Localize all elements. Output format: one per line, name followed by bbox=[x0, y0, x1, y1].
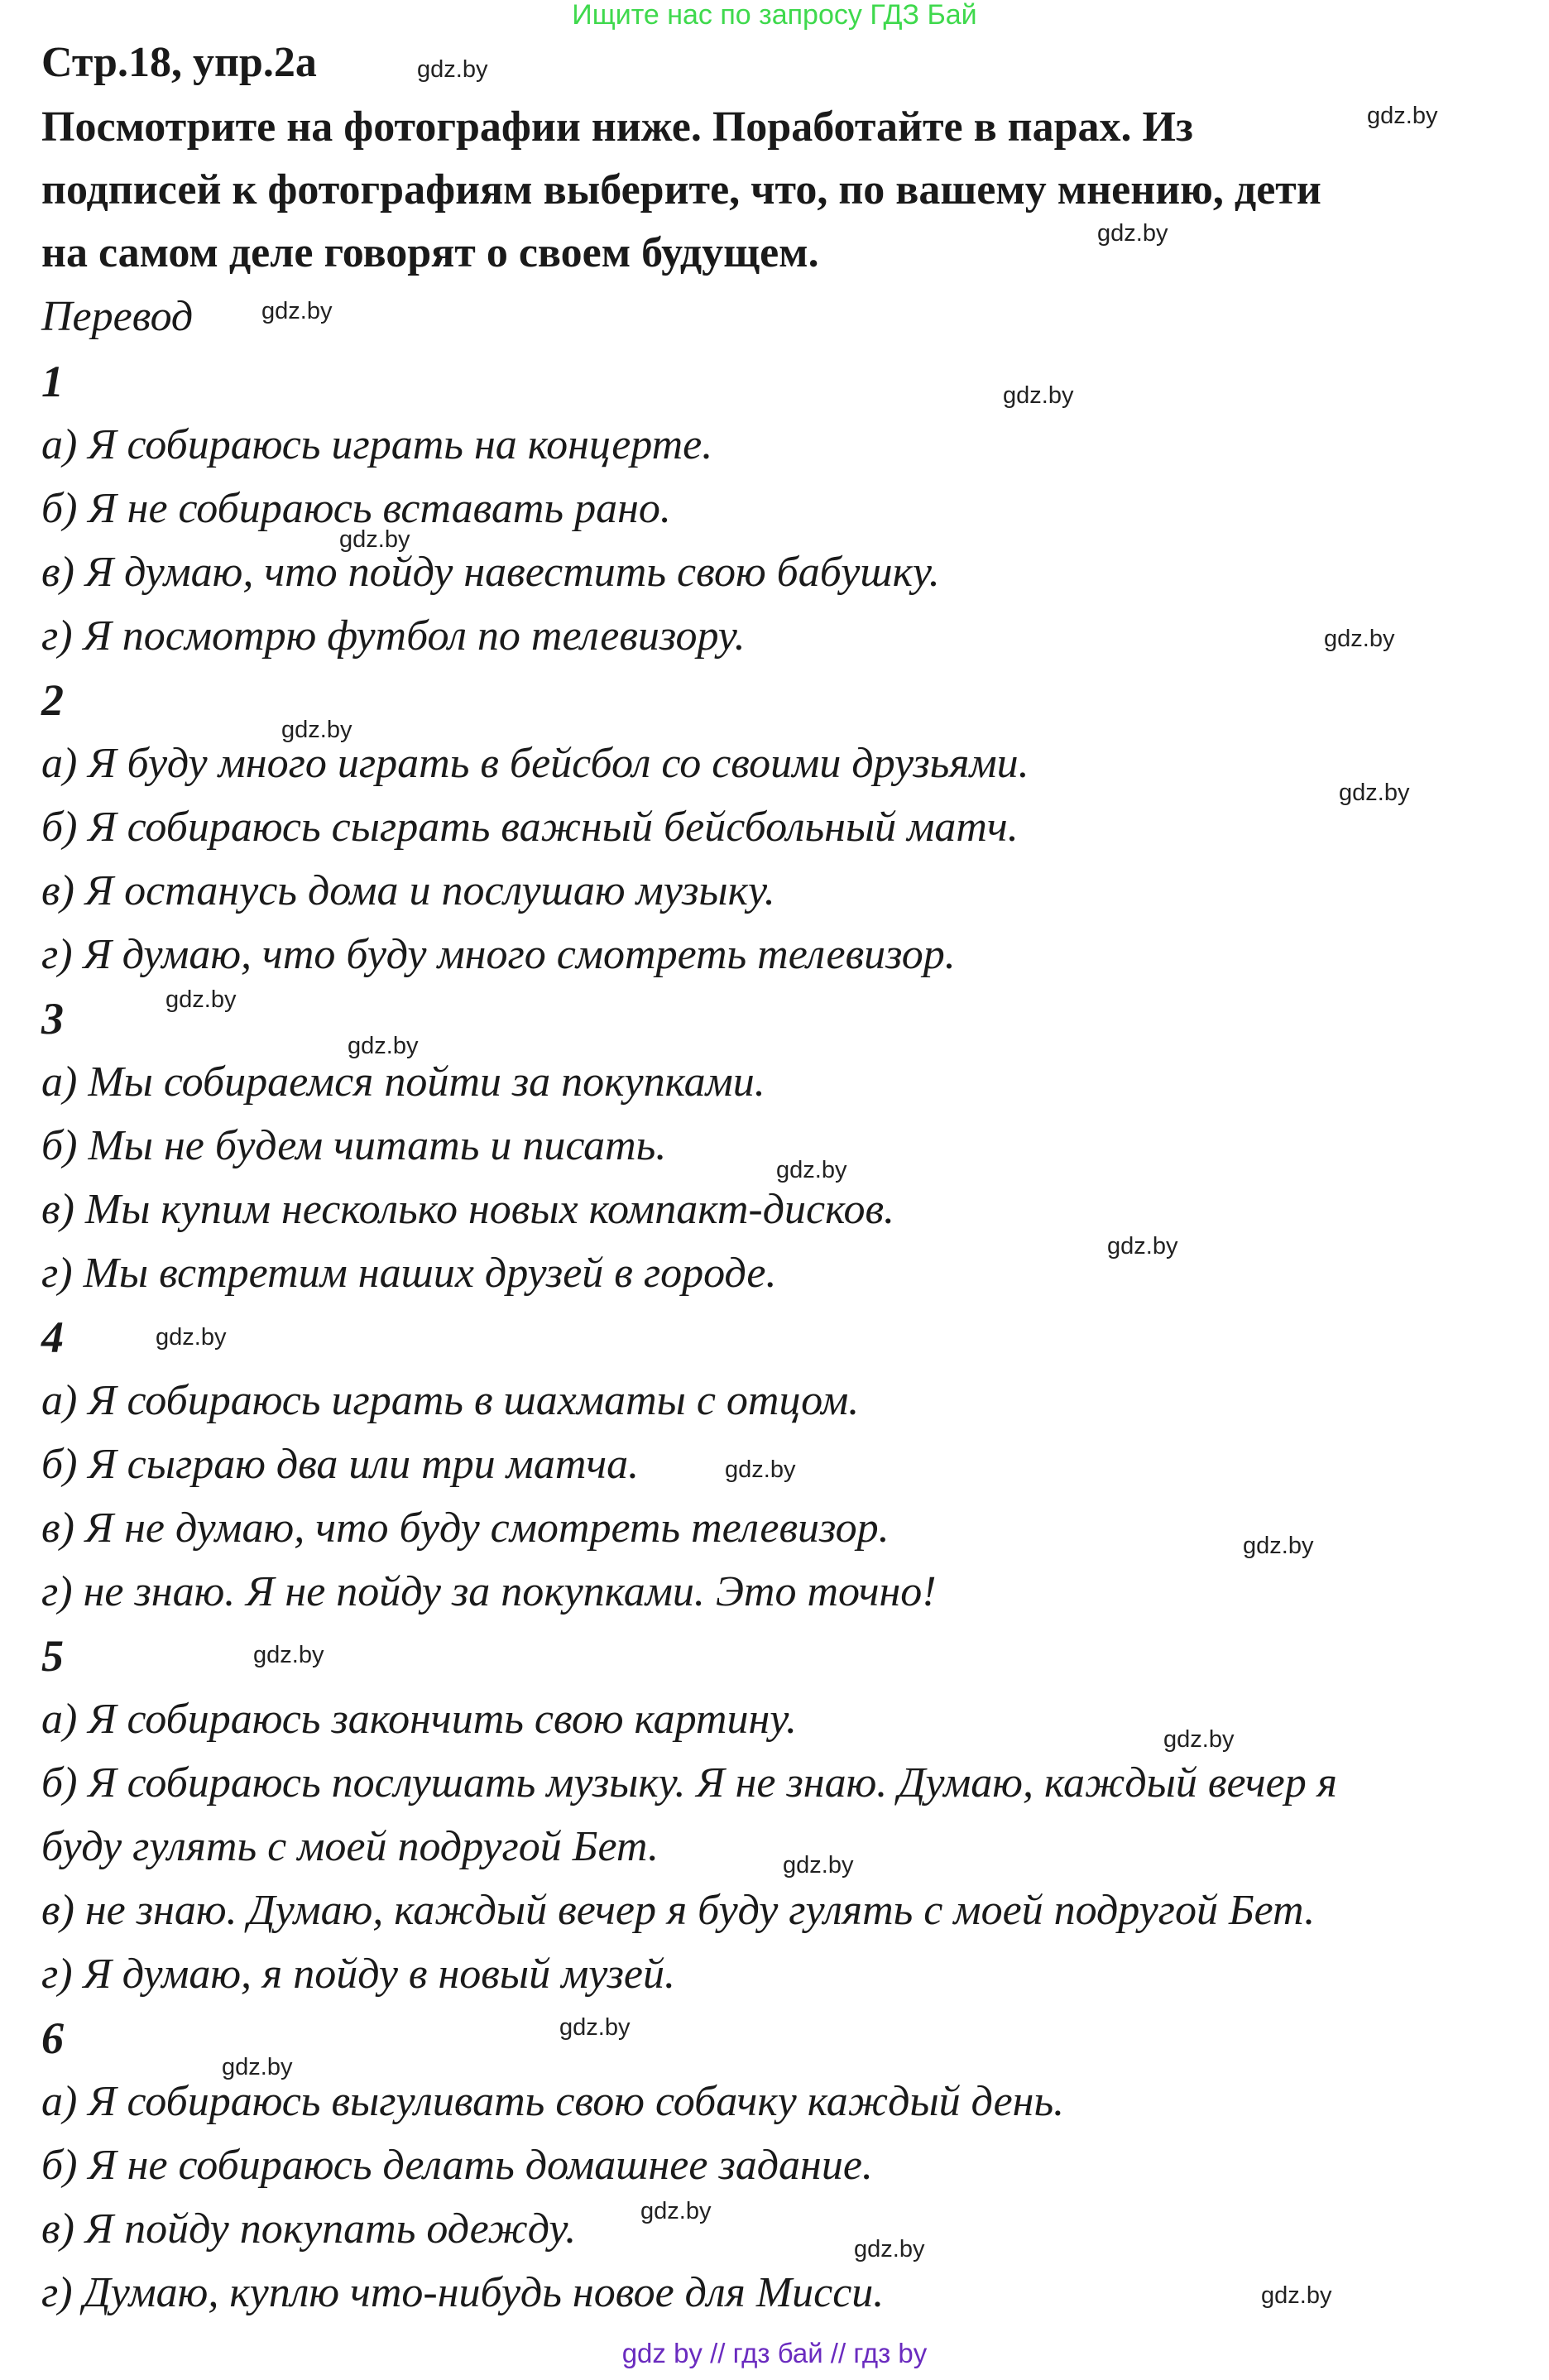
section-number: 4 bbox=[41, 1312, 64, 1362]
answer-line: в) Я не думаю, что буду смотреть телевизор. bbox=[41, 1504, 890, 1552]
answer-line: б) Я собираюсь послушать музыку. Я не знаю. Думаю, каждый вечер я bbox=[41, 1759, 1337, 1807]
watermark: gdz.by bbox=[1097, 220, 1168, 247]
footer-links[interactable]: gdz by // гдз бай // гдз by bbox=[621, 2338, 928, 2368]
answer-line: б) Я сыграю два или три матча. bbox=[41, 1441, 640, 1488]
exercise-title: Стр.18, упр.2а bbox=[41, 39, 317, 86]
answer-line: а) Я собираюсь закончить свою картину. bbox=[41, 1696, 798, 1743]
watermark: gdz.by bbox=[417, 56, 488, 83]
watermark: gdz.by bbox=[281, 717, 352, 743]
watermark: gdz.by bbox=[222, 2054, 293, 2080]
answer-line: в) Я думаю, что пойду навестить свою бабушку. bbox=[41, 549, 940, 596]
answer-line: в) Я останусь дома и послушаю музыку. bbox=[41, 867, 775, 914]
answer-line: г) Я посмотрю футбол по телевизору. bbox=[41, 612, 746, 660]
watermark: gdz.by bbox=[1163, 1726, 1235, 1753]
section-number: 1 bbox=[41, 357, 64, 406]
watermark: gdz.by bbox=[348, 1033, 419, 1059]
answer-line: б) Я не собираюсь вставать рано. bbox=[41, 485, 671, 532]
answer-line: г) Мы встретим наших друзей в городе. bbox=[41, 1250, 777, 1297]
answer-line: г) Я думаю, я пойду в новый музей. bbox=[41, 1951, 676, 1998]
top-banner[interactable]: Ищите нас по запросу ГДЗ Бай bbox=[572, 0, 977, 31]
watermark: gdz.by bbox=[253, 1642, 324, 1668]
watermark: gdz.by bbox=[854, 2236, 925, 2262]
answer-line: а) Я собираюсь выгуливать свою собачку каждый день. bbox=[41, 2078, 1065, 2125]
task-line-1: Посмотрите на фотографии ниже. Поработайте в парах. Из bbox=[41, 103, 1193, 151]
watermark: gdz.by bbox=[1367, 103, 1438, 129]
watermark: gdz.by bbox=[1243, 1533, 1314, 1559]
watermark: gdz.by bbox=[1324, 626, 1395, 652]
answer-line: в) не знаю. Думаю, каждый вечер я буду гулять с моей подругой Бет. bbox=[41, 1887, 1316, 1934]
answer-line: б) Я не собираюсь делать домашнее задание. bbox=[41, 2142, 873, 2189]
section-number: 5 bbox=[41, 1631, 64, 1681]
answer-line: г) не знаю. Я не пойду за покупками. Это точно! bbox=[41, 1568, 937, 1615]
translation-label: Перевод bbox=[41, 293, 194, 340]
watermark: gdz.by bbox=[1339, 780, 1410, 806]
watermark: gdz.by bbox=[783, 1852, 854, 1879]
section-number: 2 bbox=[41, 675, 64, 725]
answer-line: а) Я собираюсь играть в шахматы с отцом. bbox=[41, 1377, 860, 1424]
answer-line: г) Я думаю, что буду много смотреть телевизор. bbox=[41, 931, 956, 978]
watermark: gdz.by bbox=[156, 1324, 227, 1351]
watermark: gdz.by bbox=[1003, 382, 1074, 409]
answer-line: а) Мы собираемся пойти за покупками. bbox=[41, 1058, 765, 1106]
section-number: 6 bbox=[41, 2013, 64, 2063]
watermark: gdz.by bbox=[1107, 1233, 1178, 1260]
watermark: gdz.by bbox=[261, 298, 333, 324]
watermark: gdz.by bbox=[559, 2014, 631, 2041]
task-line-2: подписей к фотографиям выберите, что, по вашему мнению, дети bbox=[41, 166, 1321, 214]
answer-line: а) Я собираюсь играть на концерте. bbox=[41, 421, 713, 468]
watermark: gdz.by bbox=[339, 526, 410, 553]
watermark: gdz.by bbox=[725, 1456, 796, 1483]
section-number: 3 bbox=[41, 994, 64, 1044]
task-line-3: на самом деле говорят о своем будущем. bbox=[41, 229, 819, 276]
answer-line: в) Я пойду покупать одежду. bbox=[41, 2205, 577, 2253]
answer-line: буду гулять с моей подругой Бет. bbox=[41, 1823, 659, 1870]
answer-line: б) Мы не будем читать и писать. bbox=[41, 1122, 667, 1169]
answer-line: а) Я буду много играть в бейсбол со своими друзьями. bbox=[41, 740, 1029, 787]
watermark: gdz.by bbox=[165, 986, 237, 1013]
answer-line: г) Думаю, куплю что-нибудь новое для Мисси. bbox=[41, 2269, 885, 2316]
answer-line: в) Мы купим несколько новых компакт-дисков. bbox=[41, 1186, 895, 1233]
watermark: gdz.by bbox=[776, 1157, 847, 1183]
watermark: gdz.by bbox=[1261, 2282, 1332, 2309]
watermark: gdz.by bbox=[640, 2198, 712, 2224]
answer-line: б) Я собираюсь сыграть важный бейсбольный матч. bbox=[41, 804, 1019, 851]
